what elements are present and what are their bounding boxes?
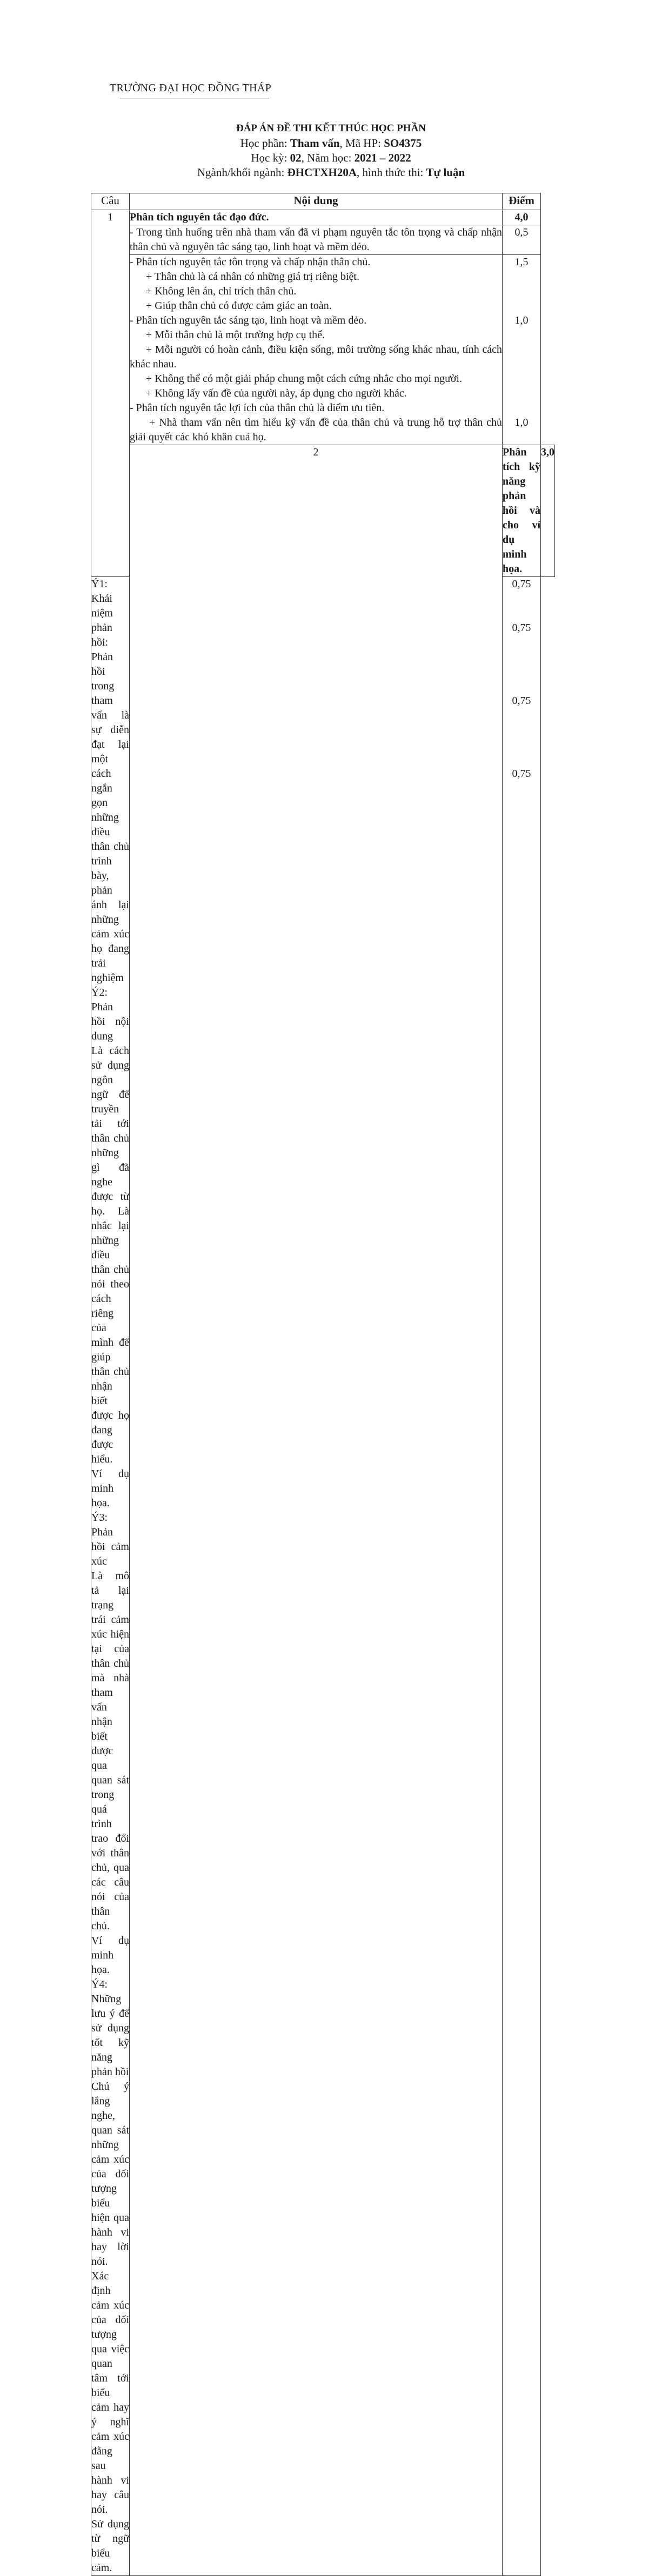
score-value: 0,75	[512, 768, 531, 780]
course-line	[0, 136, 662, 151]
answer-score	[503, 577, 541, 2576]
school-year: 2021 – 2022	[354, 151, 411, 164]
answer-subline: + Mỗi thân chủ là một trường hợp cụ thể.	[146, 329, 325, 341]
answer-line: Là cách sử dụng ngôn ngữ để truyền tải tới thân chủ những gì đã nghe được từ họ. Là nhắc lại những điều thân chủ nói theo cách riêng của mình để giúp thân chủ nhận biết được họ đang được hiểu.	[91, 1045, 129, 1465]
course-code: SO4375	[384, 137, 422, 150]
answer-line: - Phân tích nguyên tắc sáng tạo, linh hoạt và mềm dẻo.	[130, 314, 367, 326]
answer-line: - Phân tích nguyên tắc lợi ích của thân chủ là điểm ưu tiên.	[130, 402, 385, 414]
question-number: 1	[91, 210, 130, 577]
major-line	[0, 165, 662, 180]
answer-line: Xác định cảm xúc của đối tượng qua việc quan tâm tới biểu cảm hay ý nghĩ cảm xúc đằng sau hành vi hay câu nói.	[91, 2270, 129, 2515]
document-title: ĐÁP ÁN ĐỀ THI KẾT THÚC HỌC PHẦN	[236, 123, 426, 134]
score-value: 0,75	[512, 695, 531, 707]
course-name: Tham vấn	[290, 137, 340, 150]
answer-line: - Phân tích nguyên tắc tôn trọng và chấp nhận thân chủ.	[130, 256, 371, 268]
course-code-prefix: , Mã HP:	[339, 137, 384, 150]
answer-content	[130, 255, 503, 445]
major-prefix: Ngành/khối ngành:	[197, 166, 287, 179]
term-line	[0, 151, 662, 165]
answer-line: Ý3: Phản hồi cảm xúc	[91, 1512, 129, 1567]
answer-subline: + Không lên án, chỉ trích thân chủ.	[146, 285, 297, 297]
answer-content	[130, 225, 503, 255]
year-prefix: , Năm học:	[301, 151, 355, 164]
answer-content	[91, 577, 130, 2576]
answer-subline: + Không lấy vấn đề của người này, áp dụng cho người khác.	[146, 387, 407, 399]
heading-score: 3,0	[541, 445, 555, 577]
table-row	[91, 445, 555, 577]
answer-subline: + Nhà tham vấn nên tìm hiểu kỹ vấn đề của thân chủ và trung hỗ trợ thân chủ giải quyết các khó khăn cuả họ.	[130, 417, 502, 443]
question-number: 2	[130, 445, 503, 2576]
exam-format: Tự luận	[426, 166, 465, 179]
score-value: 1,0	[514, 417, 529, 428]
score-value: 0,75	[512, 578, 531, 590]
answer-line: Chú ý lắng nghe, quan sát những cảm xúc của đối tượng biểu hiện qua hành vi hay lời nói.	[91, 2081, 129, 2268]
term-prefix: Học kỳ:	[251, 151, 290, 164]
answer-table	[91, 193, 555, 2576]
table-header-row	[91, 193, 555, 210]
header-diem: Điểm	[503, 193, 541, 210]
term: 02	[290, 151, 302, 164]
answer-line: Ý4: Những lưu ý để sử dụng tốt kỹ năng phản hồi	[91, 1978, 129, 2078]
answer-score	[503, 255, 541, 445]
heading-score: 4,0	[503, 210, 541, 225]
answer-line: Ví dụ minh họa.	[91, 1468, 129, 1509]
question-heading: Phân tích nguyên tắc đạo đức.	[130, 210, 503, 225]
answer-subline: + Mỗi người có hoàn cảnh, điều kiện sống, môi trường sống khác nhau, tính cách khác nhau.	[130, 344, 502, 370]
answer-line: Ý2: Phản hồi nội dung	[91, 987, 129, 1042]
answer-line: - Trong tình huống trên nhà tham vấn đã vi phạm nguyên tắc tôn trọng và chấp nhận thân chủ và nguyên tắc sáng tạo, linh hoạt và mềm dẻo.	[130, 226, 502, 253]
answer-line: Sử dụng từ ngữ biểu cảm.	[91, 2518, 129, 2574]
answer-score	[503, 225, 541, 255]
format-prefix: , hình thức thi:	[356, 166, 426, 179]
table-row	[91, 210, 555, 225]
score-value: 0,75	[512, 622, 531, 634]
school-name: TRƯỜNG ĐẠI HỌC ĐỒNG THÁP	[110, 82, 272, 94]
score-value: 1,0	[514, 314, 529, 326]
question-heading: Phân tích kỹ năng phản hồi và cho ví dụ minh họa.	[503, 445, 541, 577]
header-noi-dung: Nội dung	[130, 193, 503, 210]
answer-line: Ví dụ minh họa.	[91, 1935, 129, 1976]
answer-line: Là mô tả lại trạng trái cảm xúc hiện tại của thân chủ mà nhà tham vấn nhận biết được qua quan sát trong quá trình trao đổi với thân chủ, qua các câu nói của thân chủ.	[91, 1570, 129, 1932]
table-row	[91, 225, 555, 255]
score-value: 0,5	[514, 226, 529, 238]
answer-line: Ý1: Khái niệm phản hồi: Phản hồi trong tham vấn là sự diễn đạt lại một cách ngắn gọn những điều thân chủ trình bày, phản ánh lại những cảm xúc họ đang trải nghiệm	[91, 578, 129, 984]
answer-subline: + Không thể có một giải pháp chung một cách cứng nhắc cho mọi người.	[146, 373, 463, 385]
major: ĐHCTXH20A	[287, 166, 357, 179]
course-prefix: Học phần:	[240, 137, 290, 150]
header-cau: Câu	[91, 193, 130, 210]
answer-subline: + Thân chủ là cá nhân có những giá trị riêng biệt.	[146, 271, 359, 283]
document-header	[0, 121, 662, 180]
answer-subline: + Giúp thân chủ có được cảm giác an toàn.	[146, 300, 332, 312]
table-row	[91, 255, 555, 445]
score-value: 1,5	[514, 256, 529, 268]
